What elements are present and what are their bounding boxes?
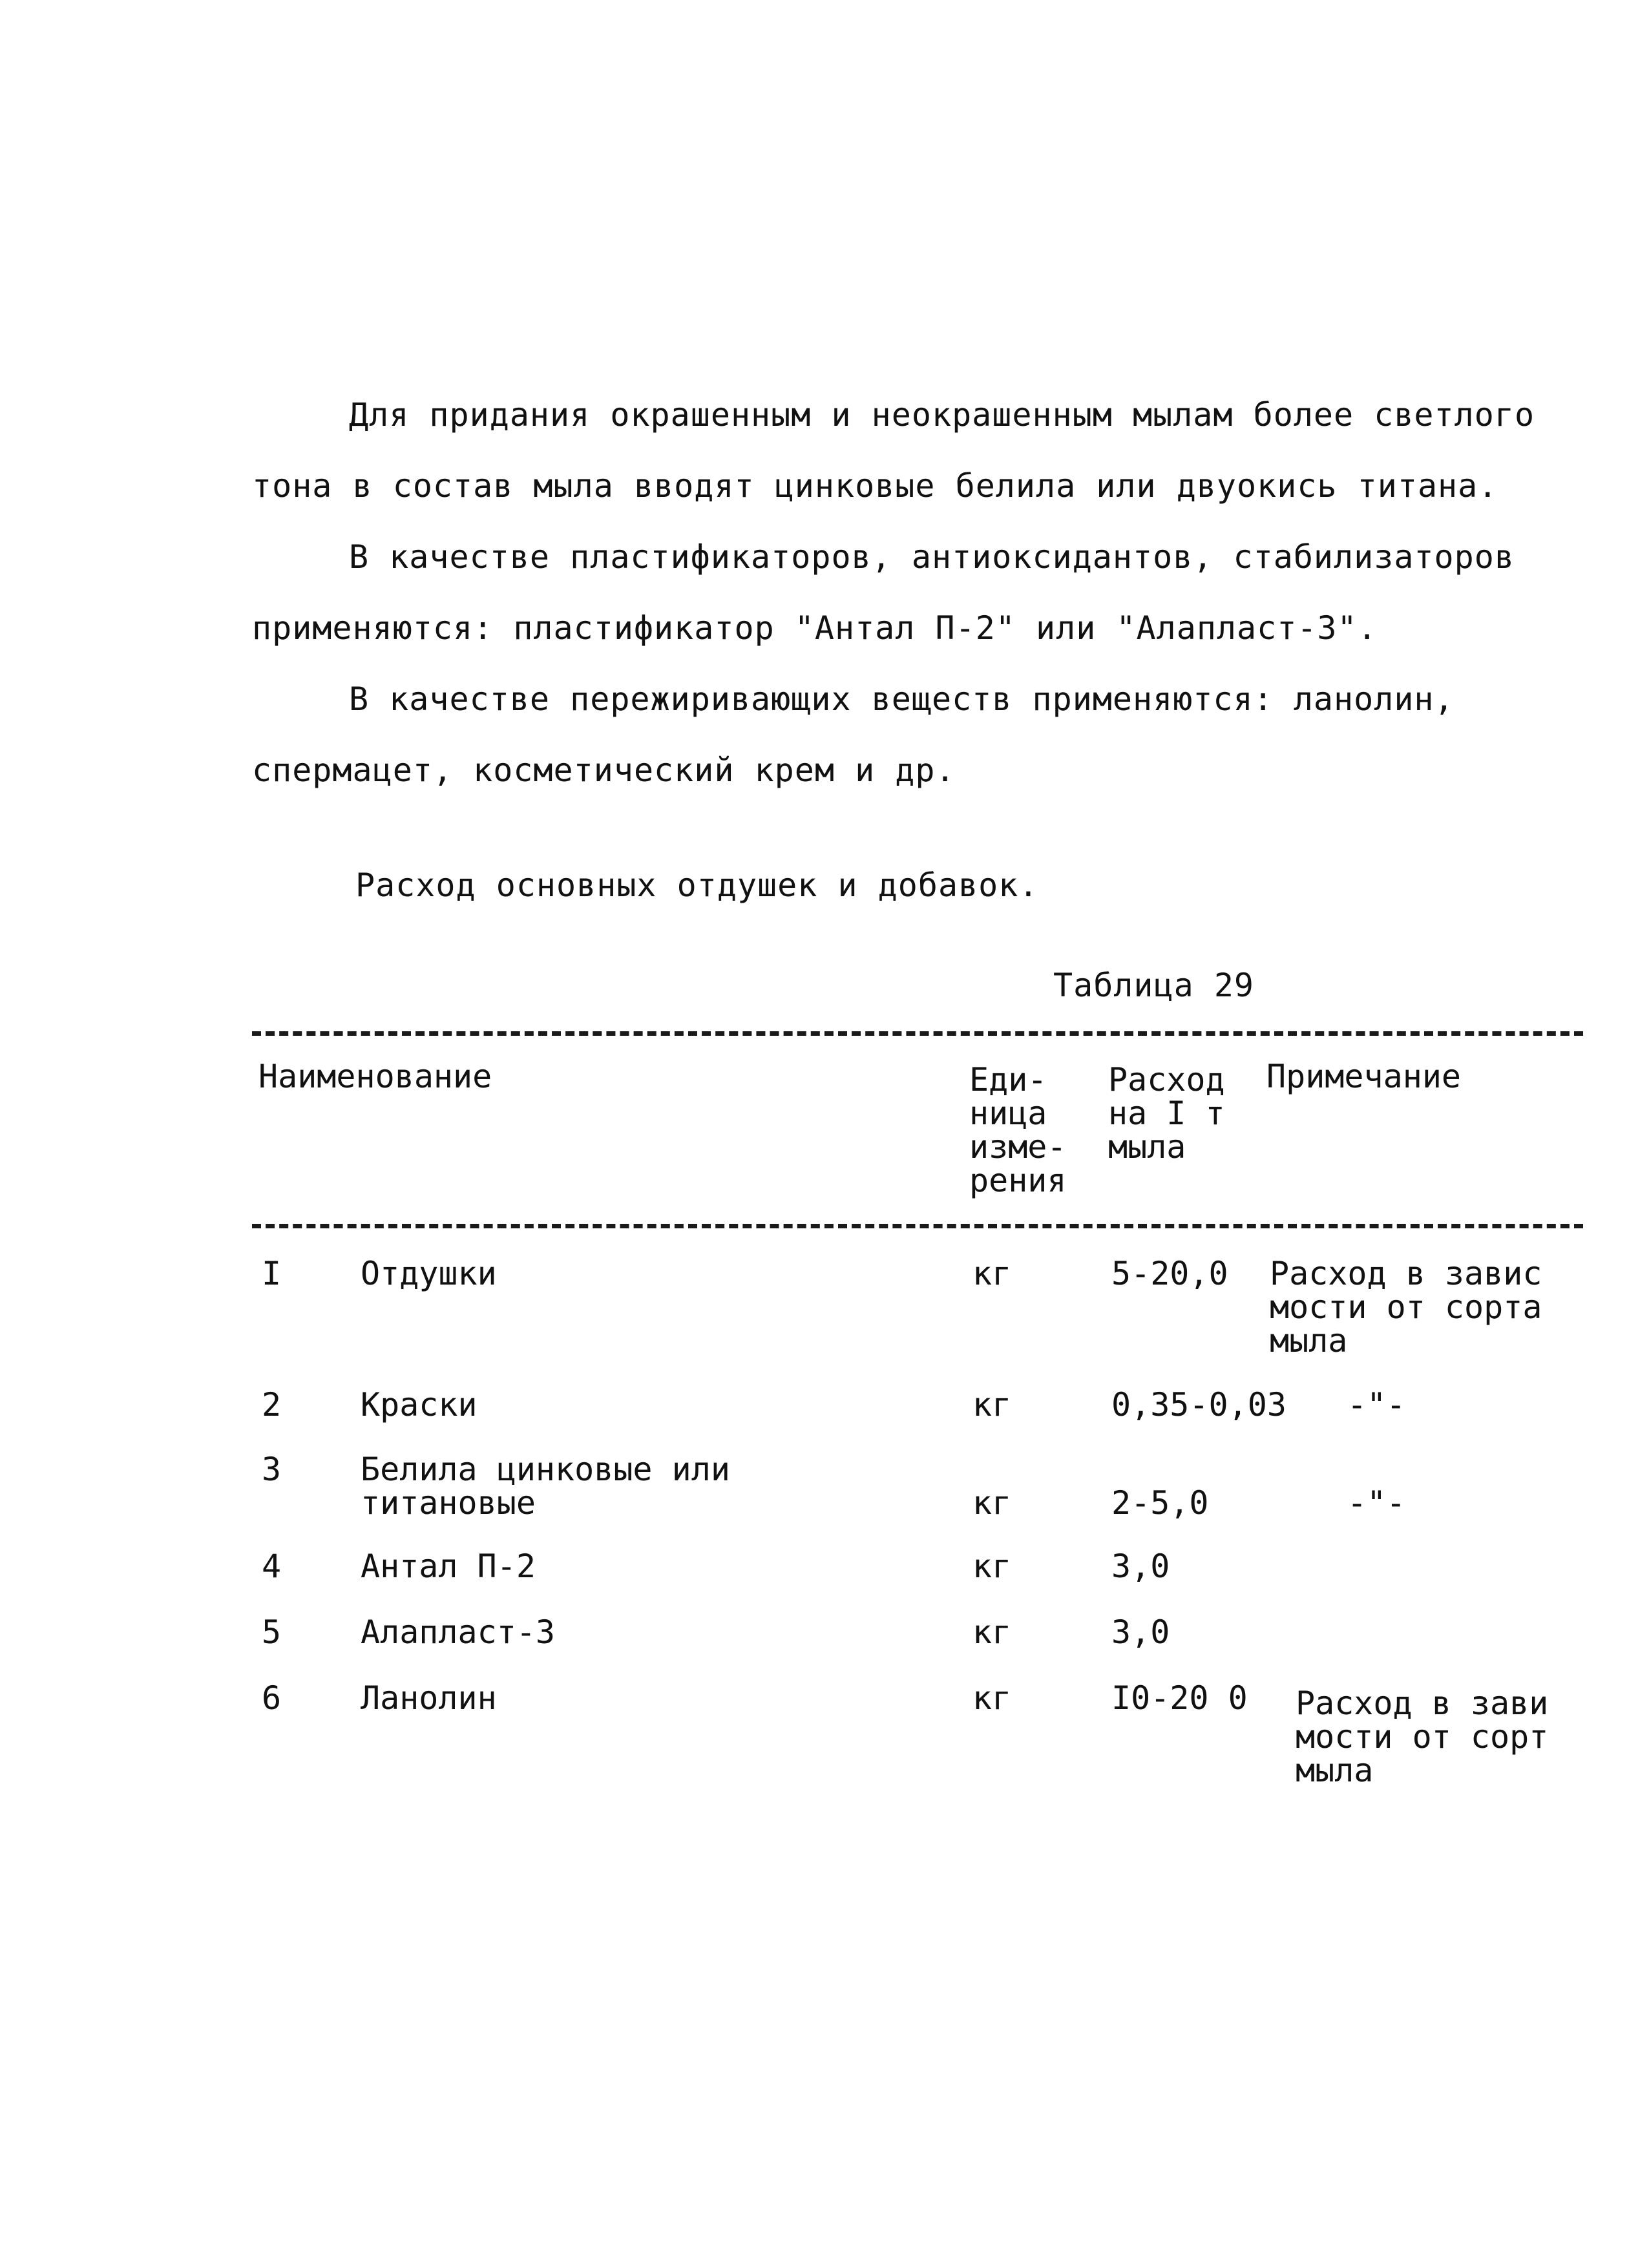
row-name: Ланолин (361, 1679, 497, 1717)
row-unit: кг (972, 1484, 1012, 1522)
row-consumption: 2-5,0 (1111, 1484, 1209, 1522)
row-name: Отдушки (361, 1255, 497, 1292)
row-number: 6 (262, 1679, 282, 1717)
row-number: 3 (262, 1451, 282, 1488)
paragraph-2-line-1: В качестве пластификаторов, антиоксидантов, стабилизаторов (349, 538, 1515, 576)
table-caption: Таблица 29 (1053, 967, 1255, 1004)
row-name: Алапласт-3 (361, 1613, 556, 1651)
paragraph-3-line-2: спермацет, косметический крем и др. (252, 751, 956, 789)
header-unit: Еди- ница изме- рения (969, 1061, 1067, 1199)
header-name: Наименование (258, 1058, 492, 1095)
row-number: 4 (262, 1548, 282, 1585)
row-number: 5 (262, 1613, 282, 1651)
row-number: I (262, 1255, 282, 1292)
header-consumption: Расход на I т мыла (1108, 1061, 1225, 1166)
row-note: Расход в завис мости от сорта мыла (1270, 1255, 1542, 1360)
row-note: Расход в зави мости от сорт мыла (1296, 1685, 1549, 1789)
row-consumption: 3,0 (1111, 1548, 1170, 1585)
row-consumption: 3,0 (1111, 1613, 1170, 1651)
row-number: 2 (262, 1386, 282, 1423)
row-note: -"- (1347, 1484, 1406, 1522)
row-name: Белила цинковые или титановые (361, 1451, 730, 1522)
row-unit: кг (972, 1548, 1012, 1585)
row-note: -"- (1347, 1386, 1406, 1423)
row-name: Краски (361, 1386, 478, 1423)
paragraph-3-line-1: В качестве пережиривающих веществ применяются: ланолин, (349, 680, 1455, 718)
paragraph-1-line-1: Для придания окрашенным и неокрашенным мылам более светлого (349, 396, 1535, 434)
row-unit: кг (972, 1386, 1012, 1423)
row-unit: кг (972, 1255, 1012, 1292)
paragraph-1-line-2: тона в состав мыла вводят цинковые белила или двуокись титана. (252, 467, 1498, 505)
header-note: Примечание (1266, 1058, 1462, 1095)
row-consumption: I0-20 0 (1111, 1679, 1248, 1717)
row-name: Антал П-2 (361, 1548, 536, 1585)
row-unit: кг (972, 1613, 1012, 1651)
row-consumption: 5-20,0 (1111, 1255, 1228, 1292)
table-top-rule (252, 1031, 1583, 1036)
section-title: Расход основных отдушек и добавок. (355, 866, 1039, 904)
paragraph-2-line-2: применяются: пластификатор "Антал П-2" или "Алапласт-3". (252, 609, 1378, 647)
row-unit: кг (972, 1679, 1012, 1717)
table-header-rule (252, 1224, 1583, 1228)
row-consumption: 0,35-0,03 (1111, 1386, 1287, 1423)
